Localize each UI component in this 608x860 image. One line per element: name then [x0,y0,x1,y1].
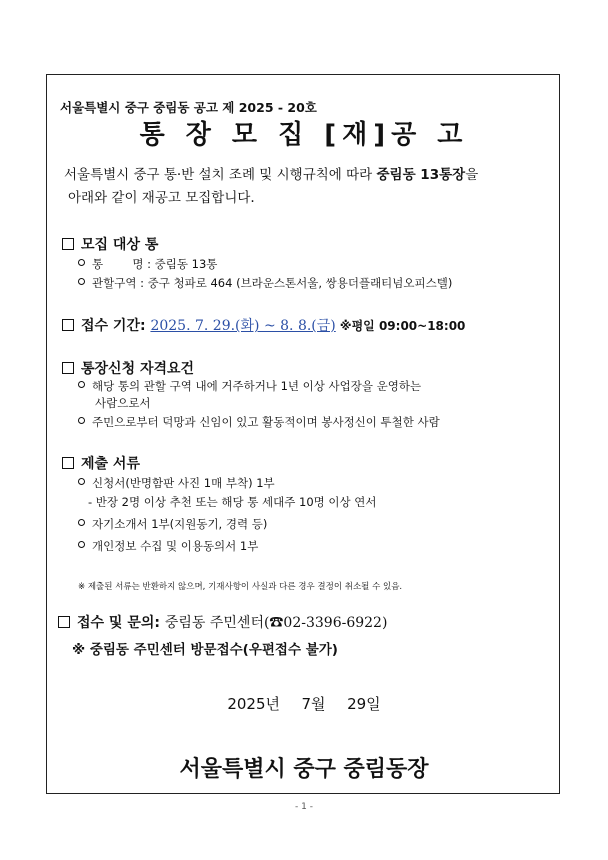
list-item [78,414,440,430]
circle-bullet-icon [78,541,85,548]
checkbox-square-icon [58,616,70,628]
intro-line-1 [64,163,478,183]
list-item [78,275,452,291]
section-target-heading [62,234,158,254]
heading-text: 제출 서류 [81,456,140,472]
circle-bullet-icon [78,519,85,526]
list-subitem: - 반장 2명 이상 추천 또는 해당 통 세대주 10명 이상 연서 [88,495,377,509]
intro-text: 서울특별시 중구 통·반 설치 조례 및 시행규칙에 따라 [64,167,377,183]
circle-bullet-icon [78,278,85,285]
item-text: 주민으로부터 덕망과 신임이 있고 활동적이며 봉사정신이 투철한 사람 [92,415,440,429]
item-text: 통 명 : 중림동 13통 [92,257,218,271]
period-value: 2025. 7. 29.(화) ~ 8. 8.(금) [150,318,336,334]
visit-note: ※ 중림동 주민센터 방문접수(우편접수 불가) [72,642,338,658]
list-item [78,538,258,554]
list-item [78,256,217,272]
heading-text: 통장신청 자격요건 [81,361,195,377]
disclaimer-note: ※ 제출된 서류는 반환하지 않으며, 기재사항이 사실과 다른 경우 결정이 취소될 수 있음. [78,582,403,592]
heading-text: 모집 대상 통 [81,237,159,253]
item-text: 자기소개서 1부(지원동기, 경력 등) [92,517,268,531]
circle-bullet-icon [78,381,85,388]
item-text: 신청서(반명함판 사진 1매 부착) 1부 [92,476,275,490]
notice-number: 서울특별시 중구 중림동 공고 제 2025 - 20호 [60,100,317,115]
circle-bullet-icon [78,478,85,485]
checkbox-square-icon [62,238,74,250]
contact-value: 중림동 주민센터(☎02-3396-6922) [164,615,388,631]
notice-date: 2025년 7월 29일 [227,695,381,713]
circle-bullet-icon [78,259,85,266]
contact-label: 접수 및 문의: [77,615,165,631]
circle-bullet-icon [78,417,85,424]
list-item [78,475,275,491]
intro-line-2: 아래와 같이 재공고 모집합니다. [68,190,255,206]
intro-highlight: 중림동 13통장 [376,167,466,183]
checkbox-square-icon [62,457,74,469]
checkbox-square-icon [62,319,74,331]
list-item-continued: 사람으로서 [95,396,151,410]
item-text: 관할구역 : 중구 청파로 464 (브라운스톤서울, 쌍용더플래티넘오피스텔) [92,276,453,290]
page-title: 통 장 모 집 [재]공 고 [139,120,469,150]
checkbox-square-icon [62,362,74,374]
signer: 서울특별시 중구 중림동장 [179,757,429,782]
list-item [78,378,421,394]
list-item [78,516,267,532]
period-hours: ※평일 09:00~18:00 [335,319,466,333]
item-text: 해당 통의 관할 구역 내에 거주하거나 1년 이상 사업장을 운영하는 [92,379,422,393]
intro-text-end: 을 [465,167,479,183]
contact-line [58,612,387,632]
heading-text: 접수 기간: [81,318,151,334]
item-text: 개인정보 수집 및 이용동의서 1부 [92,539,259,553]
section-documents-heading [62,453,140,473]
section-qualification-heading [62,358,194,378]
page-number: - 1 - [295,802,313,812]
section-period [62,315,465,335]
